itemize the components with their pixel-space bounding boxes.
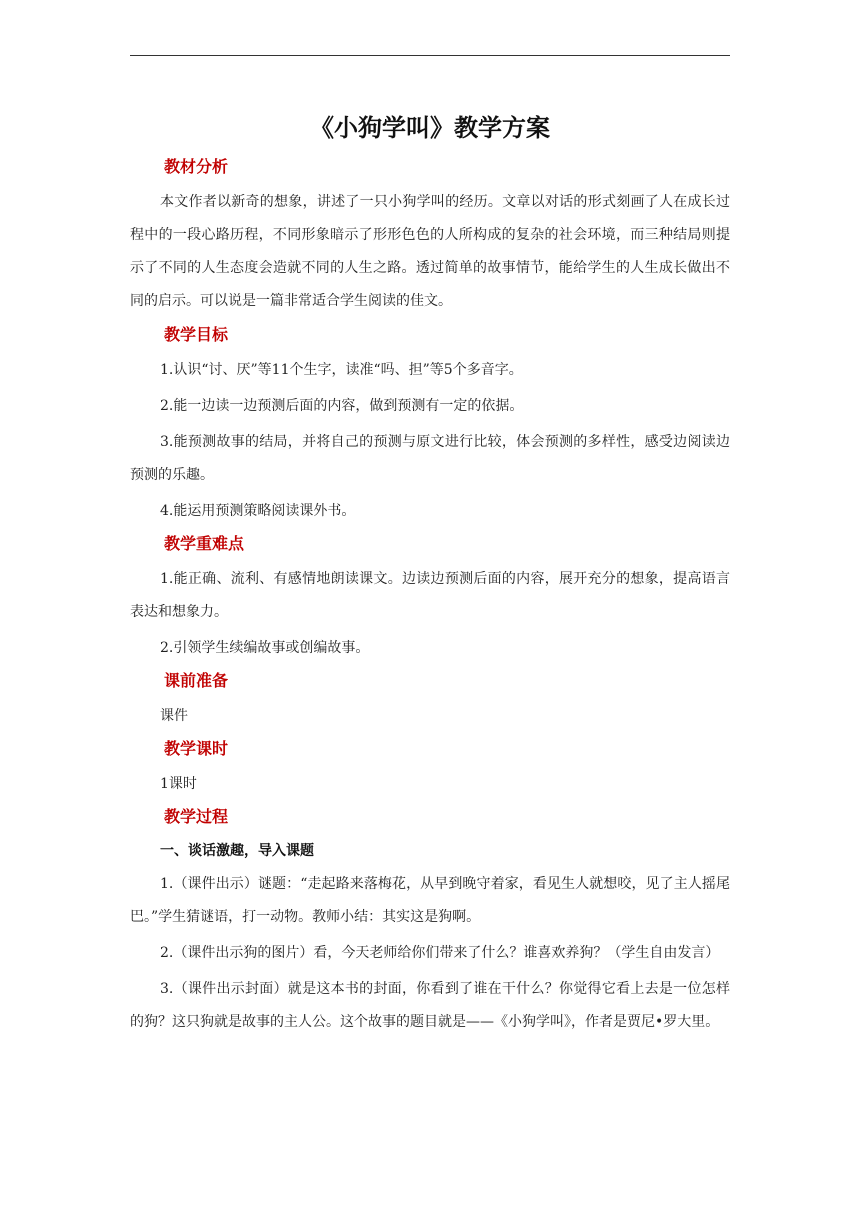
process-item-1: 1.（课件出示）谜题：“走起路来落梅花，从早到晚守着家，看见生人就想咬，见了主人摇尾巴。”学生猜谜语，打一动物。教师小结：其实这是狗啊。 (130, 876, 730, 925)
section-preparation (130, 668, 730, 733)
section-heading-analysis: 教材分析 (164, 157, 229, 176)
process-item-2: 2.（课件出示狗的图片）看，今天老师给你们带来了什么？谁喜欢养狗？（学生自由发言） (160, 945, 720, 961)
goal-item-1: 1.认识“讨、厌”等11个生字，读准“吗、担”等5个多音字。 (160, 362, 523, 378)
process-subheading: 一、谈话激趣，导入课题 (160, 843, 314, 859)
goal-item-3: 3.能预测故事的结局，并将自己的预测与原文进行比较，体会预测的多样性，感受边阅读边预测的乐趣。 (130, 434, 730, 483)
section-heading-process: 教学过程 (164, 807, 229, 826)
section-heading-preparation: 课前准备 (164, 671, 229, 690)
goal-item-4: 4.能运用预测策略阅读课外书。 (160, 503, 356, 519)
section-analysis (130, 154, 730, 318)
section-heading-hours: 教学课时 (164, 739, 229, 758)
preparation-text: 课件 (160, 708, 188, 724)
key-point-item-1: 1.能正确、流利、有感情地朗读课文。边读边预测后面的内容，展开充分的想象，提高语言表达和想象力。 (130, 571, 730, 620)
section-hours (130, 736, 730, 801)
analysis-paragraph: 本文作者以新奇的想象，讲述了一只小狗学叫的经历。文章以对话的形式刻画了人在成长过程中的一段心路历程，不同形象暗示了形形色色的人所构成的复杂的社会环境，而三种结局则提示了不同的人生态度会造就不同的人生之路。透过简单的故事情节，能给学生的人生成长做出不同的启示。可以说是一篇非常适合学生阅读的佳文。 (130, 194, 730, 309)
section-heading-key-points: 教学重难点 (164, 534, 245, 553)
section-goals (130, 322, 730, 528)
section-heading-goals: 教学目标 (164, 325, 229, 344)
process-item-3: 3.（课件出示封面）就是这本书的封面，你看到了谁在干什么？你觉得它看上去是一位怎样的狗？这只狗就是故事的主人公。这个故事的题目就是——《小狗学叫》，作者是贾尼•罗大里。 (130, 981, 730, 1030)
section-key-points (130, 531, 730, 665)
document-title: 《小狗学叫》教学方案 (310, 113, 550, 142)
key-point-item-2: 2.引领学生续编故事或创编故事。 (160, 640, 370, 656)
goal-item-2: 2.能一边读一边预测后面的内容，做到预测有一定的依据。 (160, 398, 524, 414)
document-page (130, 108, 730, 1042)
header-rule (130, 55, 730, 56)
hours-text: 1课时 (160, 776, 197, 792)
section-process (130, 804, 730, 1039)
